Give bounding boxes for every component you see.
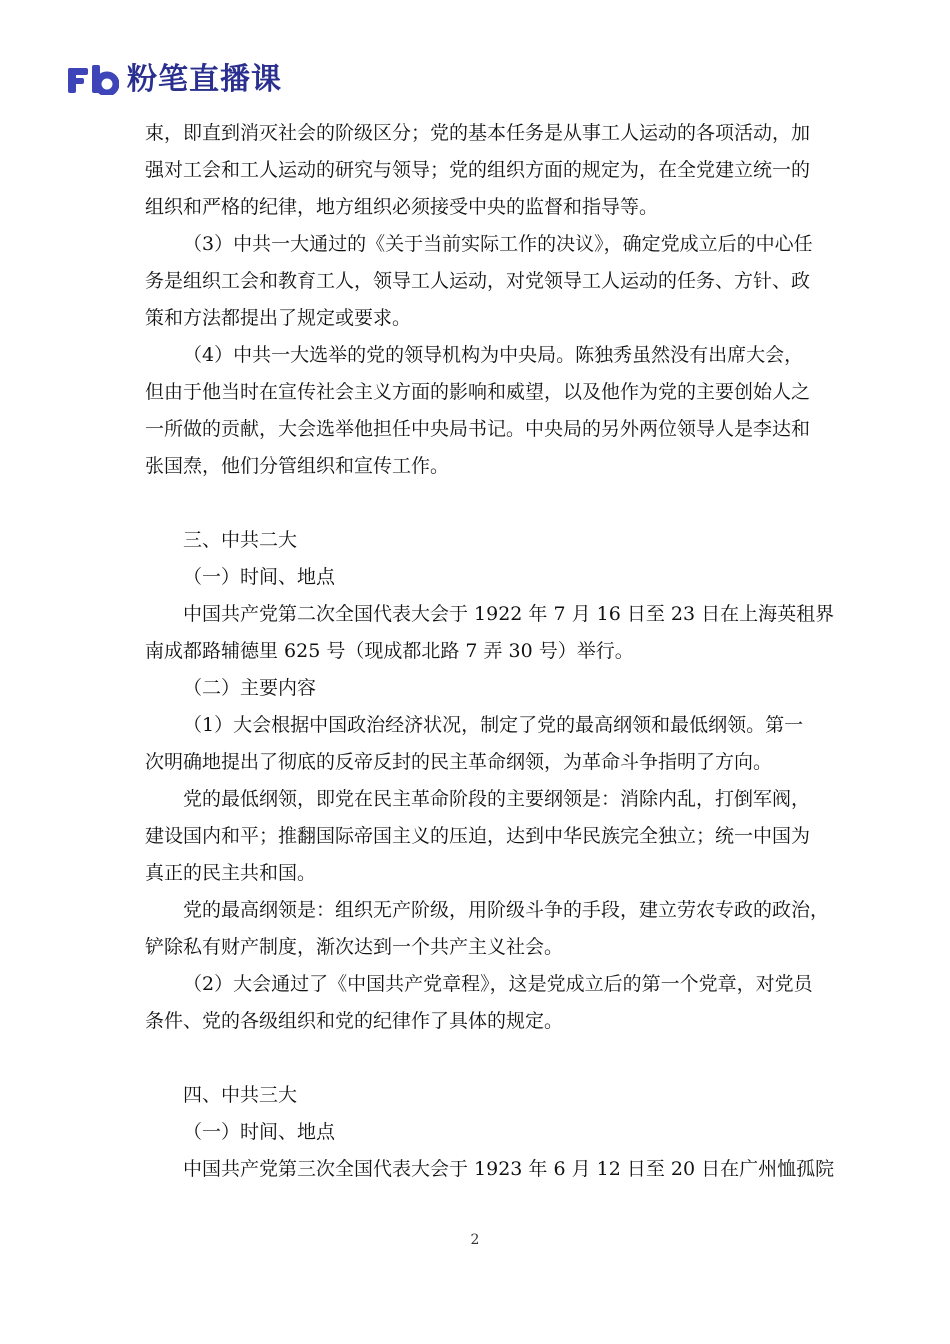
paragraph-line: 束，即直到消灭社会的阶级区分；党的基本任务是从事工人运动的各项活动，加 (145, 122, 811, 144)
paragraph-line: 真正的民主共和国。 (145, 862, 317, 884)
section-heading: 四、中共三大 (183, 1084, 298, 1106)
paragraph-line: 一所做的贡献，大会选举他担任中央局书记。中央局的另外两位领导人是李达和 (145, 418, 811, 440)
paragraph-line: 党的最低纲领，即党在民主革命阶段的主要纲领是：消除内乱，打倒军阀， (183, 788, 811, 810)
paragraph-line: 党的最高纲领是：组织无产阶级，用阶级斗争的手段，建立劳农专政的政治， (183, 899, 830, 921)
paragraph-line: 务是组织工会和教育工人，领导工人运动，对党领导工人运动的任务、方针、政 (145, 270, 811, 292)
document-body (145, 115, 835, 1188)
paragraph-line: 组织和严格的纪律，地方组织必须接受中央的监督和指导等。 (145, 196, 659, 218)
subsection-heading: （一）时间、地点 (183, 566, 336, 588)
paragraph-line: 南成都路辅德里 625 号（现成都北路 7 弄 30 号）举行。 (145, 640, 634, 662)
paragraph-line: （3）中共一大通过的《关于当前实际工作的决议》，确定党成立后的中心任 (183, 233, 813, 255)
paragraph-line: 但由于他当时在宣传社会主义方面的影响和威望，以及他作为党的主要创始人之 (145, 381, 811, 403)
brand-logo (67, 62, 282, 98)
logo-text: 粉笔直播课 (127, 62, 282, 97)
paragraph-line: 条件、党的各级组织和党的纪律作了具体的规定。 (145, 1010, 564, 1032)
paragraph-line: 中国共产党第三次全国代表大会于 1923 年 6 月 12 日至 20 日在广州恤孤院 (183, 1158, 835, 1180)
paragraph-line: 中国共产党第二次全国代表大会于 1922 年 7 月 16 日至 23 日在上海英租界 (183, 603, 835, 625)
paragraph-line: 张国焘，他们分管组织和宣传工作。 (145, 455, 450, 477)
page-number: 2 (470, 1232, 480, 1248)
paragraph-line: （1）大会根据中国政治经济状况，制定了党的最高纲领和最低纲领。第一 (183, 714, 804, 736)
paragraph-line: 次明确地提出了彻底的反帝反封的民主革命纲领，为革命斗争指明了方向。 (145, 751, 773, 773)
section-heading: 三、中共二大 (183, 529, 298, 551)
paragraph-line: 策和方法都提出了规定或要求。 (145, 307, 412, 329)
paragraph-line: 强对工会和工人运动的研究与领导；党的组织方面的规定为，在全党建立统一的 (145, 159, 811, 181)
fb-logo-icon (67, 65, 119, 95)
subsection-heading: （一）时间、地点 (183, 1121, 336, 1143)
paragraph-line: （2）大会通过了《中国共产党章程》，这是党成立后的第一个党章，对党员 (183, 973, 813, 995)
paragraph-line: 建设国内和平；推翻国际帝国主义的压迫，达到中华民族完全独立；统一中国为 (145, 825, 811, 847)
paragraph-line: （4）中共一大选举的党的领导机构为中央局。陈独秀虽然没有出席大会， (183, 344, 804, 366)
subsection-heading: （二）主要内容 (183, 677, 317, 699)
paragraph-line: 铲除私有财产制度，渐次达到一个共产主义社会。 (145, 936, 564, 958)
